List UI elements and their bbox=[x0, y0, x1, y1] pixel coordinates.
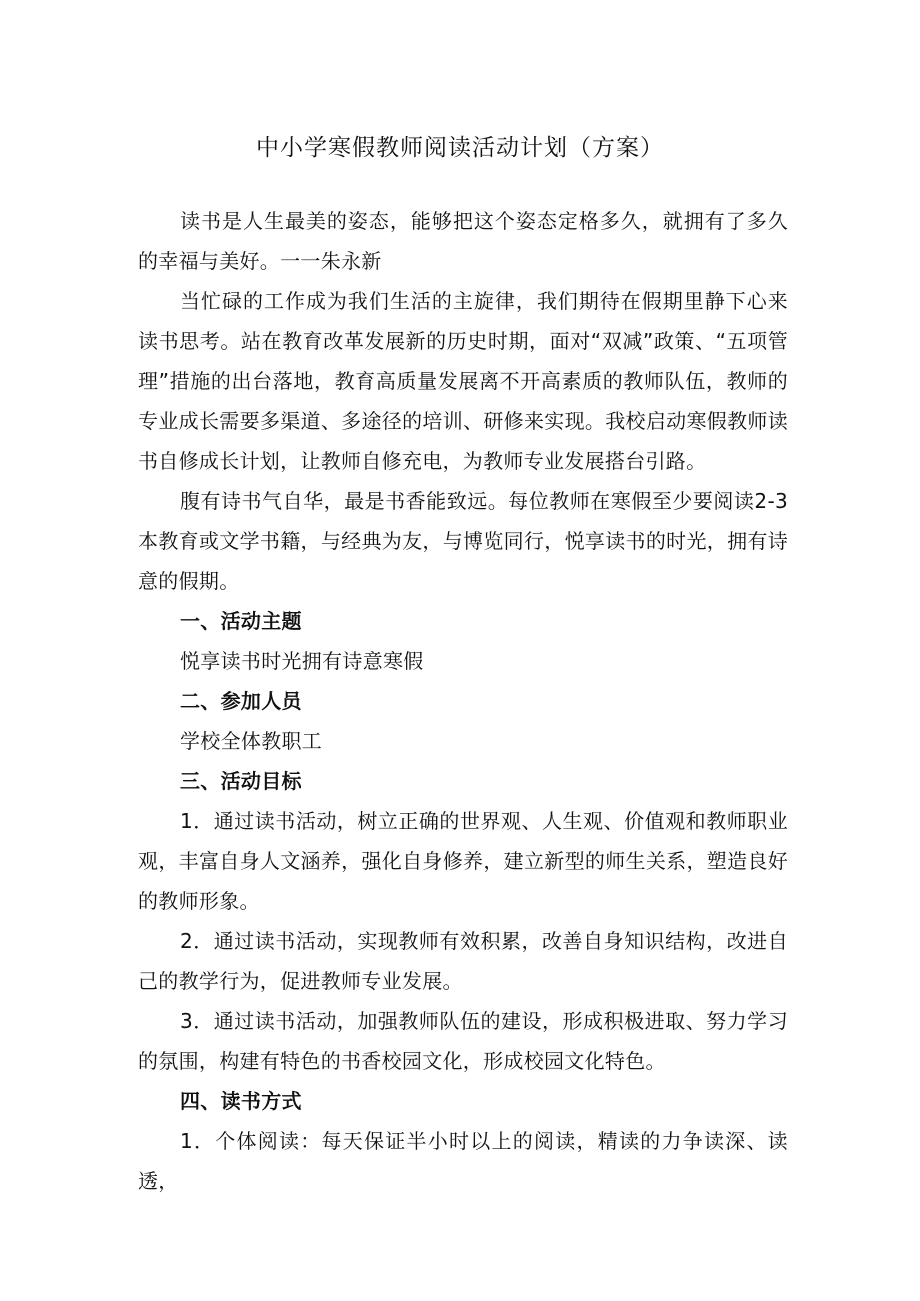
section-heading-methods: 四、读书方式 bbox=[180, 1089, 302, 1113]
document-title: 中小学寒假教师阅读活动计划（方案） bbox=[256, 135, 664, 161]
goal-item-2: 2．通过读书活动，实现教师有效积累，改善自身知识结构，改进自己的教学行为，促进教师专业发展。 bbox=[138, 929, 788, 993]
section-heading-participants: 二、参加人员 bbox=[180, 689, 302, 713]
intro-requirement-paragraph: 腹有诗书气自华，最是书香能致远。每位教师在寒假至少要阅读2-3本教育或文学书籍，与经典为友，与博览同行，悦享读书的时光，拥有诗意的假期。 bbox=[138, 489, 788, 593]
method-item-1: 1．个体阅读：每天保证半小时以上的阅读，精读的力争读深、读透， bbox=[138, 1129, 788, 1193]
section-heading-theme: 一、活动主题 bbox=[180, 609, 302, 633]
section-heading-goals: 三、活动目标 bbox=[180, 769, 302, 793]
intro-background-paragraph: 当忙碌的工作成为我们生活的主旋律，我们期待在假期里静下心来读书思考。站在教育改革发展新的历史时期，面对“双减”政策、“五项管理”措施的出台落地，教育高质量发展离不开高素质的教师队伍，教师的专业成长需要多渠道、多途径的培训、研修来实现。我校启动寒假教师读书自修成长计划，让教师自修充电，为教师专业发展搭台引路。 bbox=[138, 289, 788, 473]
document-body bbox=[138, 201, 788, 1201]
participants-text: 学校全体教职工 bbox=[180, 729, 323, 753]
intro-quote-paragraph: 读书是人生最美的姿态，能够把这个姿态定格多久，就拥有了多久的幸福与美好。一一朱永新 bbox=[138, 209, 788, 273]
goal-item-1: 1．通过读书活动，树立正确的世界观、人生观、价值观和教师职业观，丰富自身人文涵养，强化自身修养，建立新型的师生关系，塑造良好的教师形象。 bbox=[138, 809, 788, 913]
goal-item-3: 3．通过读书活动，加强教师队伍的建设，形成积极进取、努力学习的氛围，构建有特色的书香校园文化，形成校园文化特色。 bbox=[138, 1009, 788, 1073]
theme-text: 悦享读书时光拥有诗意寒假 bbox=[180, 649, 424, 673]
